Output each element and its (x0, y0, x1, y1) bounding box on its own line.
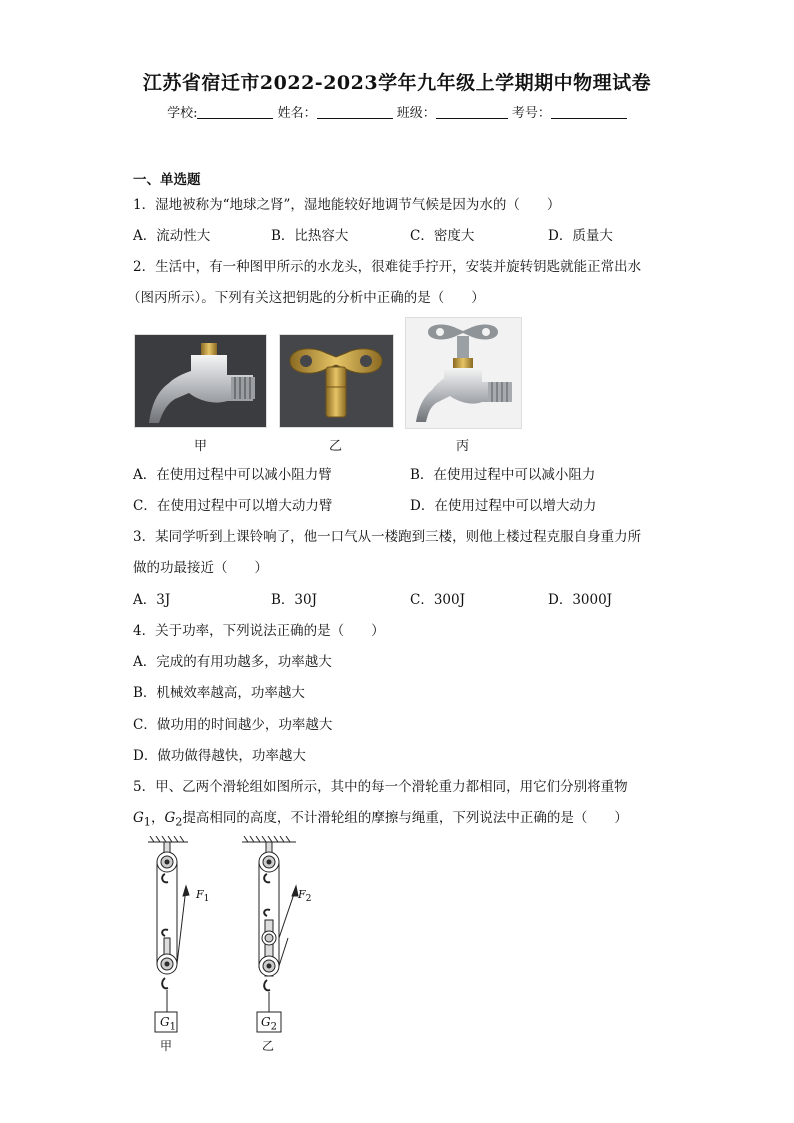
weight-label-g1: $G_1$ (160, 1015, 176, 1033)
force-label-f1: $F_1$ (196, 888, 210, 905)
q5-g1-sub: 1 (143, 815, 151, 829)
q5-stem-rest: 提高相同的高度，不计滑轮组的摩擦与绳重，下列说法中正确的是（ ） (182, 810, 628, 826)
number-blank[interactable] (551, 106, 627, 119)
q5-separator: ， (150, 810, 165, 826)
q1-option-a[interactable]: A．流动性大 (133, 228, 211, 244)
q5-g1-symbol: G (133, 810, 144, 826)
force-label-f2: $F_2$ (298, 888, 312, 905)
q1-option-c[interactable]: C．密度大 (410, 228, 475, 244)
faucet-photo-bing (405, 317, 522, 429)
ceiling-b (242, 836, 296, 842)
school-blank[interactable] (197, 106, 273, 119)
faucet-photo-jia (134, 334, 267, 428)
faucet-with-key-icon (406, 318, 521, 428)
q4-option-a[interactable]: A．完成的有用功越多，功率越大 (133, 654, 332, 670)
q4-option-d[interactable]: D．做功做得越快，功率越大 (133, 748, 306, 764)
name-label: 姓名： (277, 106, 317, 121)
key-photo-yi (279, 334, 394, 428)
q1-stem: 1．湿地被称为“地球之肾”，湿地能较好地调节气候是因为水的（ ） (133, 197, 561, 213)
section-heading: 一、单选题 (133, 172, 201, 188)
name-blank[interactable] (317, 106, 393, 119)
faucet-icon (135, 335, 266, 427)
q3-option-c[interactable]: C．300J (410, 592, 466, 608)
q3-option-a[interactable]: A．3J (133, 592, 171, 608)
ceiling-a (148, 836, 188, 842)
diagram-label-jia: 甲 (160, 1039, 173, 1053)
q3-option-b[interactable]: B．30J (271, 592, 318, 608)
number-label: 考号： (511, 106, 551, 121)
diagram-label-yi: 乙 (262, 1039, 275, 1053)
q3-stem-line1: 3．某同学听到上课铃响了，他一口气从一楼跑到三楼，则他上楼过程克服自身重力所 (133, 529, 642, 545)
q4-option-c[interactable]: C．做功用的时间越少，功率越大 (133, 717, 333, 733)
q3-stem-line2: 做的功最接近（ ） (133, 560, 268, 576)
school-label: 学校: (167, 106, 198, 121)
q5-stem-line2 (133, 806, 628, 829)
q5-stem-line1: 5．甲、乙两个滑轮组如图所示，其中的每一个滑轮重力都相同，用它们分别将重物 (133, 779, 628, 795)
key-icon (280, 335, 393, 427)
q5-g2-symbol: G (164, 810, 176, 826)
q2-option-b[interactable]: B．在使用过程中可以减小阻力 (410, 467, 596, 483)
weight-label-g2: $G_2$ (261, 1015, 277, 1033)
class-blank[interactable] (436, 106, 508, 119)
q2-stem-line1: 2．生活中，有一种图甲所示的水龙头，很难徒手拧开，安装并旋转钥匙就能正常出水 (133, 259, 642, 275)
q2-option-a[interactable]: A．在使用过程中可以减小阻力臂 (133, 467, 332, 483)
q1-option-b[interactable]: B．比热容大 (271, 228, 349, 244)
student-info-line (0, 102, 794, 121)
q3-option-d[interactable]: D．3000J (548, 592, 613, 608)
q1-option-d[interactable]: D．质量大 (548, 228, 613, 244)
q4-option-b[interactable]: B．机械效率越高，功率越大 (133, 685, 305, 701)
q2-option-c[interactable]: C．在使用过程中可以增大动力臂 (133, 498, 333, 514)
class-label: 班级： (396, 106, 436, 121)
photo-label-jia: 甲 (194, 439, 208, 454)
q5-g2-sub: 2 (175, 815, 183, 829)
q4-stem: 4．关于功率，下列说法正确的是（ ） (133, 623, 385, 639)
q2-option-d[interactable]: D．在使用过程中可以增大动力 (410, 498, 597, 514)
photo-label-yi: 乙 (329, 439, 343, 454)
exam-title: 江苏省宿迁市2022-2023学年九年级上学期期中物理试卷 (142, 72, 652, 94)
q2-stem-line2: （图丙所示）。下列有关这把钥匙的分析中正确的是（ ） (127, 290, 485, 306)
photo-label-bing: 丙 (456, 439, 470, 454)
